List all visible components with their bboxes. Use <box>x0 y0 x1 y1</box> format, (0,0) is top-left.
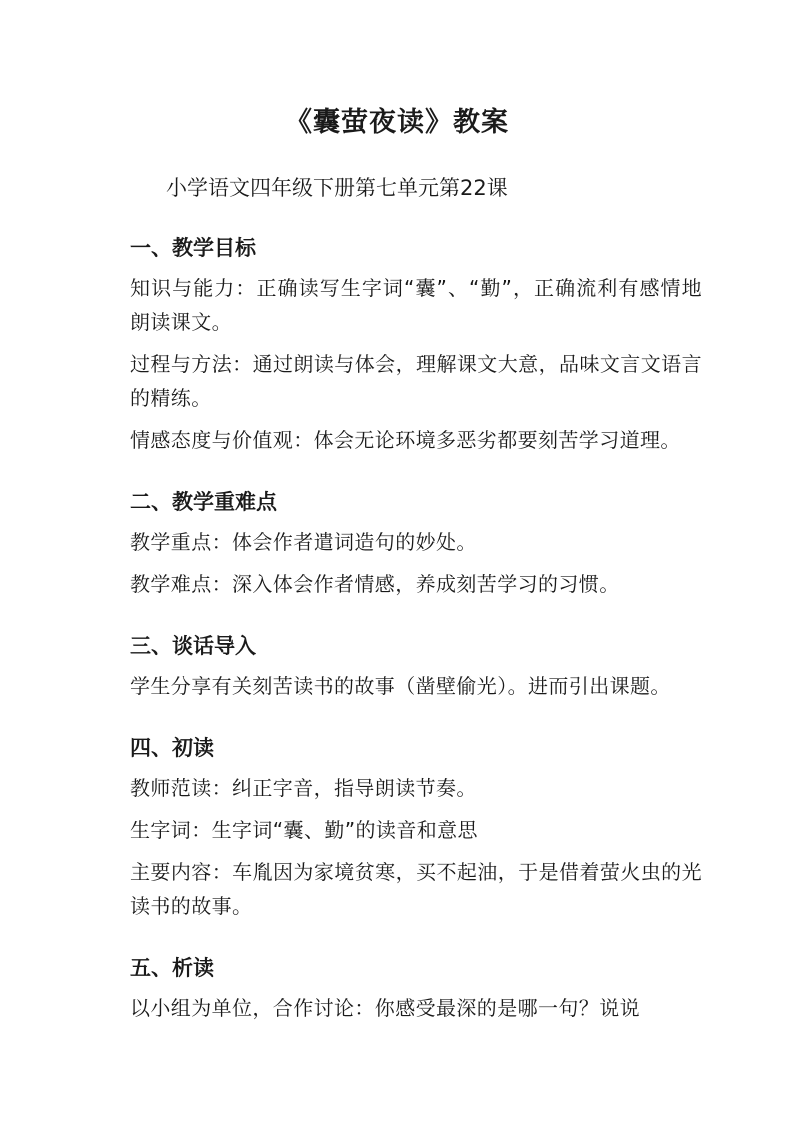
section-analysis-reading <box>130 951 702 1025</box>
paragraph: 过程与方法：通过朗读与体会，理解课文大意，品味文言文语言的精练。 <box>130 352 702 410</box>
document-title: 《囊萤夜读》教案 <box>285 107 509 138</box>
section-heading: 三、谈话导入 <box>130 634 256 658</box>
paragraph: 生字词：生字词“囊、勤”的读音和意思 <box>130 818 478 842</box>
paragraph: 学生分享有关刻苦读书的故事（凿壁偷光）。进而引出课题。 <box>130 674 671 698</box>
section-first-reading <box>130 731 702 923</box>
paragraph: 教师范读：纠正字音，指导朗读节奏。 <box>130 776 477 800</box>
section-introduction <box>130 629 702 703</box>
paragraph: 以小组为单位，合作讨论：你感受最深的是哪一句？说说 <box>130 996 640 1020</box>
document-subtitle: 小学语文四年级下册第七单元第22课 <box>166 176 508 200</box>
section-teaching-goals <box>130 231 702 457</box>
document-body <box>130 231 702 1053</box>
section-heading: 五、析读 <box>130 956 214 980</box>
paragraph: 知识与能力：正确读写生字词“囊”、“勤”，正确流利有感情地朗读课文。 <box>130 276 702 334</box>
paragraph: 情感态度与价值观：体会无论环境多恶劣都要刻苦学习道理。 <box>130 428 681 452</box>
paragraph: 教学重点：体会作者遣词造句的妙处。 <box>130 530 477 554</box>
paragraph: 主要内容：车胤因为家境贫寒，买不起油，于是借着萤火虫的光读书的故事。 <box>130 860 702 918</box>
section-key-points <box>130 485 702 601</box>
section-heading: 二、教学重难点 <box>130 490 277 514</box>
paragraph: 教学难点：深入体会作者情感，养成刻苦学习的习惯。 <box>130 572 620 596</box>
section-heading: 四、初读 <box>130 736 214 760</box>
section-heading: 一、教学目标 <box>130 236 256 260</box>
